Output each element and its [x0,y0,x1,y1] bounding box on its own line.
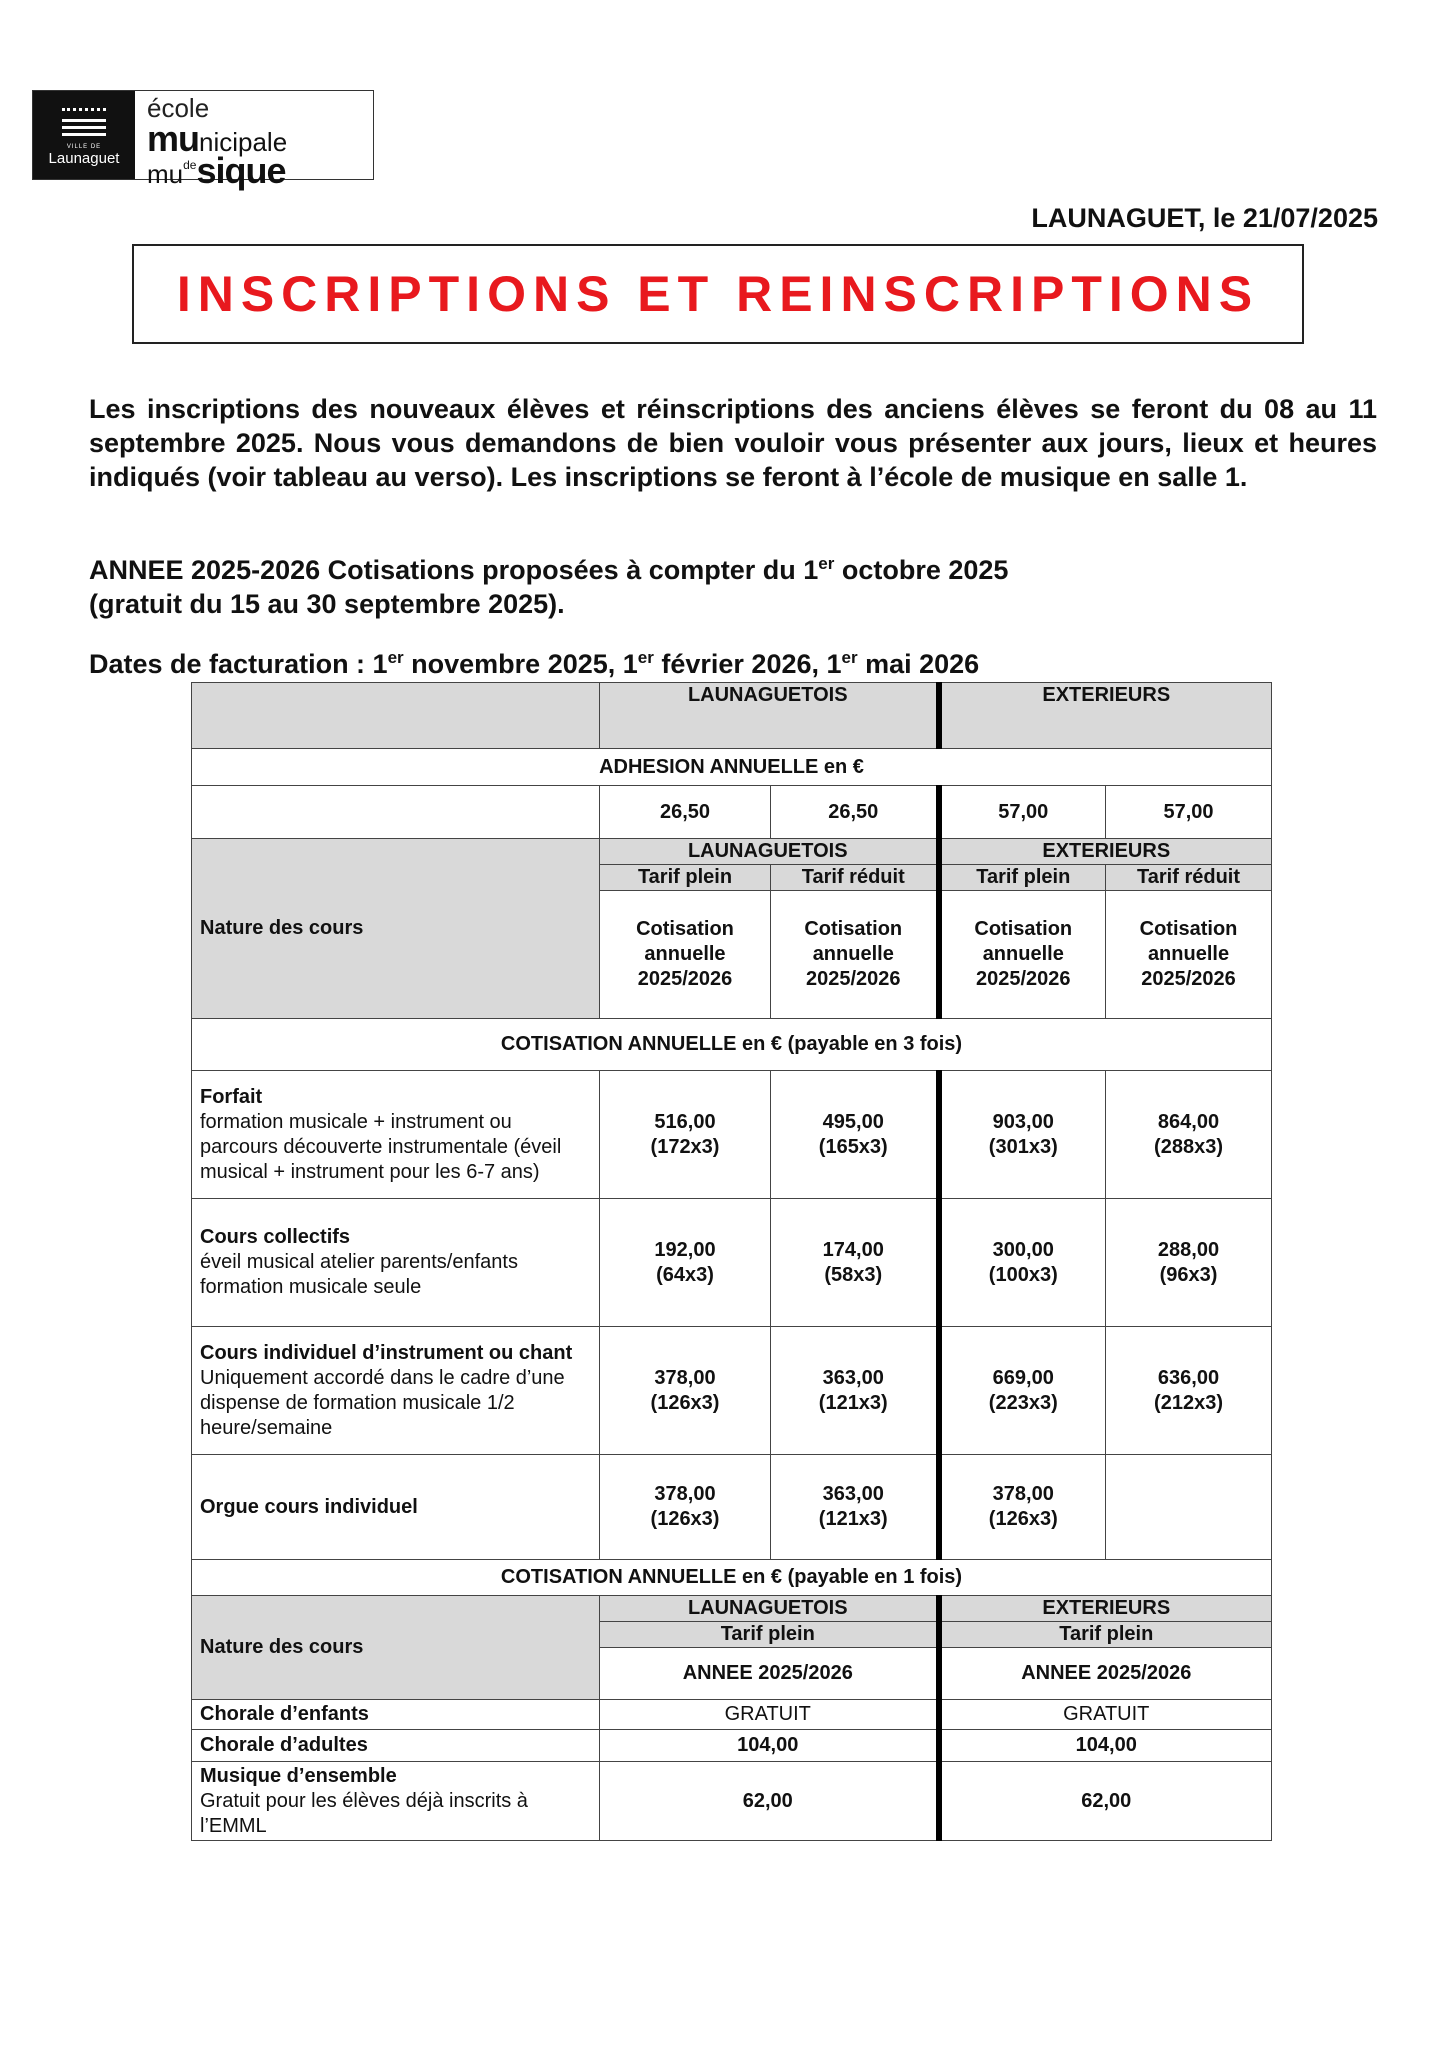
section-title-3x: COTISATION ANNUELLE en € (payable en 3 fois) [192,1019,1272,1071]
fee-cell: 516,00 (172x3) [600,1071,771,1199]
table-cell [192,786,600,839]
table-row [192,683,1272,749]
course-name: Musique d’ensemble Gratuit pour les élèves déjà inscrits à l’EMML [192,1762,600,1841]
fee-cell: 378,00 (126x3) [600,1455,771,1560]
table-row [192,1762,1272,1841]
nature-label: Nature des cours [192,1596,600,1700]
fee-cell: 104,00 [939,1730,1272,1762]
fee-cell: 903,00 (301x3) [939,1071,1106,1199]
fee-cell: 62,00 [939,1762,1272,1841]
billing-text: novembre 2025, 1 [403,649,638,679]
tarif-plein: Tarif plein [939,865,1106,891]
fee-cell: 300,00 (100x3) [939,1199,1106,1327]
table-row [192,1596,1272,1622]
logo-line2-rest: nicipale [199,127,288,157]
logo-wordmark [135,91,373,191]
fee-cell: 378,00 (126x3) [600,1327,771,1455]
tarif-plein: Tarif plein [939,1622,1272,1648]
course-name: Chorale d’enfants [192,1700,600,1730]
cotisation-header: Cotisation annuelle 2025/2026 [600,891,771,1019]
logo-line1: école [147,93,210,123]
fee-cell: 104,00 [600,1730,939,1762]
fee-cell: 669,00 (223x3) [939,1327,1106,1455]
logo-line3-de: de [183,158,197,172]
fee-cell: GRATUIT [600,1700,939,1730]
sup-er: er [841,648,858,667]
table-row [192,1071,1272,1199]
adhesion-title: ADHESION ANNUELLE en € [192,749,1272,786]
table-row [192,786,1272,839]
header-exterieurs: EXTERIEURS [939,683,1272,749]
tarif-plein: Tarif plein [600,865,771,891]
adhesion-value: 57,00 [939,786,1106,839]
annee-header: ANNEE 2025/2026 [939,1648,1272,1700]
year-text-end: octobre 2025 [834,555,1009,585]
table-row [192,1730,1272,1762]
table-row [192,1327,1272,1455]
fee-cell: 192,00 (64x3) [600,1199,771,1327]
subheader-exterieurs: EXTERIEURS [939,839,1272,865]
logo-line2-bold: mu [147,118,199,159]
document-date: LAUNAGUET, le 21/07/2025 [1031,203,1378,233]
fee-cell: 864,00 (288x3) [1106,1071,1272,1199]
year-text: ANNEE 2025-2026 Cotisations proposées à compter du 1 [89,555,819,585]
fee-cell: 174,00 (58x3) [771,1199,939,1327]
table-row [192,749,1272,786]
building-icon [62,108,106,138]
table-row [192,1199,1272,1327]
fee-cell: 378,00 (126x3) [939,1455,1106,1560]
fees-table [191,682,1272,1841]
course-name: Forfait formation musicale + instrument ou parcours découverte instrumentale (éveil musical + instrument pour les 6-7 ans) [192,1071,600,1199]
cotisation-header: Cotisation annuelle 2025/2026 [771,891,939,1019]
title-box [132,244,1304,344]
subheader-exterieurs: EXTERIEURS [939,1596,1272,1622]
fee-cell: 495,00 (165x3) [771,1071,939,1199]
fee-cell: 363,00 (121x3) [771,1455,939,1560]
fee-cell: 363,00 (121x3) [771,1327,939,1455]
sup-er: er [387,648,404,667]
free-period-text: (gratuit du 15 au 30 septembre 2025). [89,589,565,619]
course-name: Cours individuel d’instrument ou chant Uniquement accordé dans le cadre d’une dispense de formation musicale 1/2 heure/semaine [192,1327,600,1455]
fee-cell: 288,00 (96x3) [1106,1199,1272,1327]
billing-dates [89,647,1377,681]
billing-text: mai 2026 [857,649,980,679]
fee-cell: 62,00 [600,1762,939,1841]
tarif-reduit: Tarif réduit [1106,865,1272,891]
sup-er: er [818,554,835,573]
cotisation-header: Cotisation annuelle 2025/2026 [1106,891,1272,1019]
logo-line3-pre: mu [147,159,184,189]
header-launaguetois: LAUNAGUETOIS [600,683,939,749]
table-row [192,1560,1272,1596]
billing-text: Dates de facturation : 1 [89,649,388,679]
course-name: Cours collectifs éveil musical atelier parents/enfants formation musicale seule [192,1199,600,1327]
logo-line3-bold: sique [196,150,286,191]
nature-label: Nature des cours [192,839,600,1019]
page-title: INSCRIPTIONS ET REINSCRIPTIONS [176,266,1260,322]
section-title-1x: COTISATION ANNUELLE en € (payable en 1 fois) [192,1560,1272,1596]
logo-ville-de: VILLE DE [66,144,102,150]
cotisation-header: Cotisation annuelle 2025/2026 [939,891,1106,1019]
table-row [192,1700,1272,1730]
adhesion-value: 26,50 [771,786,939,839]
tarif-reduit: Tarif réduit [771,865,939,891]
fee-cell-empty [1106,1455,1272,1560]
course-name: Orgue cours individuel [192,1455,600,1560]
subheader-launaguetois: LAUNAGUETOIS [600,839,939,865]
year-paragraph [89,553,1377,621]
school-logo [32,90,374,191]
billing-text: février 2026, 1 [653,649,842,679]
fee-cell: GRATUIT [939,1700,1272,1730]
sup-er: er [637,648,654,667]
intro-paragraph: Les inscriptions des nouveaux élèves et réinscriptions des anciens élèves se feront du 08 au 11 septembre 2025. Nous vous demandons de bien vouloir vous présenter aux jours, lieux et heures indiqués (voir tableau au verso). Les inscriptions se feront à l’école de musique en salle 1. [89,394,1377,492]
adhesion-value: 57,00 [1106,786,1272,839]
adhesion-value: 26,50 [600,786,771,839]
annee-header: ANNEE 2025/2026 [600,1648,939,1700]
fee-cell: 636,00 (212x3) [1106,1327,1272,1455]
table-row [192,839,1272,865]
table-row [192,1019,1272,1071]
table-row [192,1455,1272,1560]
course-name: Chorale d’adultes [192,1730,600,1762]
tarif-plein: Tarif plein [600,1622,939,1648]
subheader-launaguetois: LAUNAGUETOIS [600,1596,939,1622]
header-empty [192,683,600,749]
city-emblem [33,91,135,179]
logo-city: Launaguet [48,150,120,167]
